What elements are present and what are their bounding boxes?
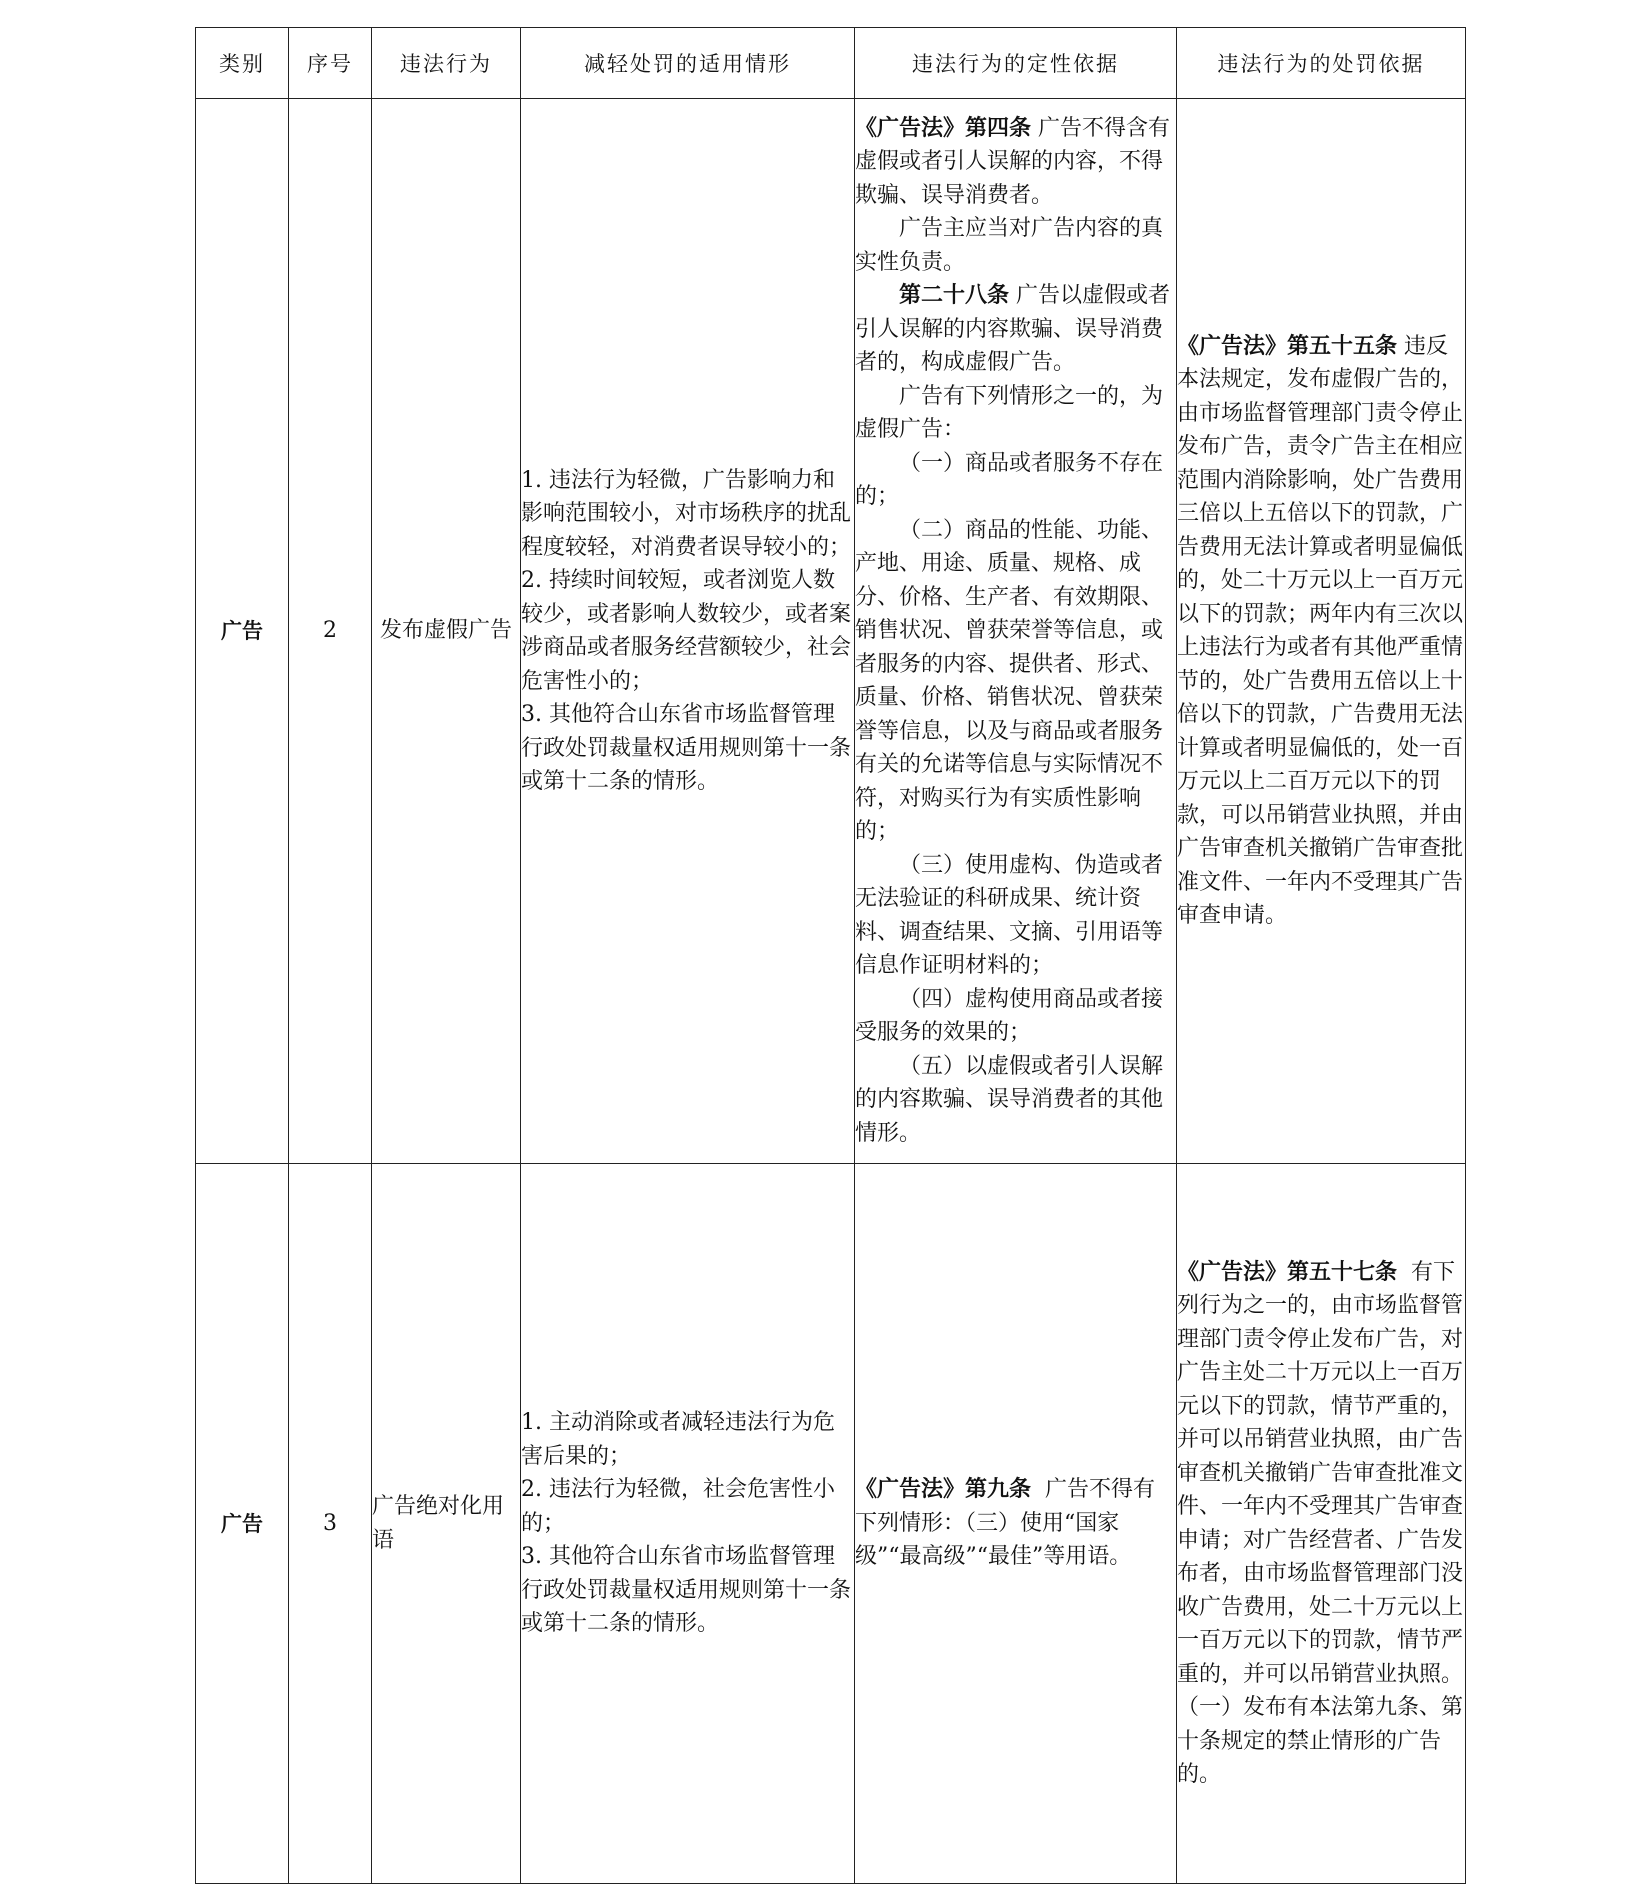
table-row	[196, 99, 1466, 1164]
situations-cell	[521, 1164, 855, 1884]
violation-cell	[372, 1164, 521, 1884]
basis-paragraph: 广告有下列情形之一的，为虚假广告：	[855, 383, 1164, 443]
situation-item: 2. 违法行为轻微，社会危害性小的；	[521, 1477, 835, 1536]
basis-text: 广告以虚假或者引人误解的内容欺骗、误导消费者的，构成虚假广告。	[855, 283, 1171, 376]
header-violation: 违法行为	[372, 28, 521, 99]
penalty-table	[195, 27, 1466, 1884]
situation-item: 1. 主动消除或者减轻违法行为危害后果的；	[521, 1410, 835, 1469]
basis-item: （二）商品的性能、功能、产地、用途、质量、规格、成分、价格、生产者、有效期限、销售状况、曾获荣誉等信息，或者服务的内容、提供者、形式、质量、价格、销售状况、曾获荣誉等信息，以及与商品或者服务有关的允诺等信息与实际情况不符，对购买行为有实质性影响的；	[855, 517, 1164, 845]
situation-item: 1. 违法行为轻微，广告影响力和影响范围较小，对市场秩序的扰乱程度较轻，对消费者误导较小的；	[521, 467, 852, 560]
header-basis: 违法行为的定性依据	[855, 28, 1177, 99]
violation-text: 广告绝对化用语	[372, 1494, 505, 1553]
table-row	[196, 1164, 1466, 1884]
violation-text: 发布虚假广告	[379, 618, 512, 644]
penalty-article-title: 《广告法》第五十五条	[1177, 332, 1398, 359]
basis-text: 广告不得含有虚假或者引人误解的内容，不得欺骗、误导消费者。	[855, 115, 1171, 208]
basis-article-title: 《广告法》第九条	[855, 1476, 1032, 1503]
basis-paragraph	[855, 112, 1176, 213]
header-penalty: 违法行为的处罚依据	[1177, 28, 1466, 99]
violation-cell	[372, 99, 521, 1164]
basis-paragraph	[855, 279, 1176, 380]
basis-item: （三）使用虚构、伪造或者无法验证的科研成果、统计资料、调查结果、文摘、引用语等信息作证明材料的；	[855, 852, 1164, 979]
number-cell: 2	[289, 99, 372, 1164]
basis-article-title: 第二十八条	[899, 282, 1010, 309]
situation-item: 3. 其他符合山东省市场监督管理行政处罚裁量权适用规则第十一条或第十二条的情形。	[521, 1544, 852, 1637]
header-number: 序号	[289, 28, 372, 99]
basis-item: （一）商品或者服务不存在的；	[855, 450, 1164, 510]
category-cell: 广告	[196, 99, 289, 1164]
situation-item: 2. 持续时间较短，或者浏览人数较少，或者影响人数较少，或者案涉商品或者服务经营额较少，社会危害性小的；	[521, 568, 852, 694]
penalty-text: 违反本法规定，发布虚假广告的，由市场监督管理部门责令停止发布广告，责令广告主在相应范围内消除影响，处广告费用三倍以上五倍以下的罚款，广告费用无法计算或者明显偏低的，处二十万元以上一百万元以下的罚款；两年内有三次以上违法行为或者有其他严重情节的，处广告费用五倍以上十倍以下的罚款，广告费用无法计算或者明显偏低的，处一百万元以上二百万元以下的罚款，可以吊销营业执照，并由广告审查机关撤销广告审查批准文件、一年内不受理其广告审查申请。	[1177, 333, 1464, 928]
basis-paragraph: 广告主应当对广告内容的真实性负责。	[855, 216, 1164, 275]
number-cell: 3	[289, 1164, 372, 1884]
header-situations: 减轻处罚的适用情形	[521, 28, 855, 99]
situations-cell	[521, 99, 855, 1164]
penalty-paragraph	[1177, 330, 1465, 933]
basis-cell	[855, 99, 1177, 1164]
header-row	[196, 28, 1466, 99]
penalty-article-title: 《广告法》第五十七条	[1177, 1258, 1398, 1285]
penalty-paragraph	[1177, 1256, 1465, 1792]
basis-item: （四）虚构使用商品或者接受服务的效果的；	[855, 986, 1164, 1046]
basis-text: 广告不得有下列情形：（三）使用“国家级”“最高级”“最佳”等用语。	[855, 1477, 1156, 1570]
penalty-cell	[1177, 99, 1466, 1164]
basis-cell	[855, 1164, 1177, 1884]
penalty-text: 有下列行为之一的，由市场监督管理部门责令停止发布广告，对广告主处二十万元以上一百万元以下的罚款，情节严重的，并可以吊销营业执照，由广告审查机关撤销广告审查批准文件、一年内不受理其广告审查申请；对广告经营者、广告发布者，由市场监督管理部门没收广告费用，处二十万元以上一百万元以下的罚款，情节严重的，并可以吊销营业执照。（一）发布有本法第九条、第十条规定的禁止情形的广告的。	[1177, 1259, 1464, 1787]
basis-paragraph	[855, 1473, 1176, 1574]
header-category: 类别	[196, 28, 289, 99]
basis-article-title: 《广告法》第四条	[855, 114, 1032, 141]
category-cell: 广告	[196, 1164, 289, 1884]
basis-item: （五）以虚假或者引人误解的内容欺骗、误导消费者的其他情形。	[855, 1053, 1164, 1146]
penalty-cell	[1177, 1164, 1466, 1884]
situation-item: 3. 其他符合山东省市场监督管理行政处罚裁量权适用规则第十一条或第十二条的情形。	[521, 702, 852, 794]
